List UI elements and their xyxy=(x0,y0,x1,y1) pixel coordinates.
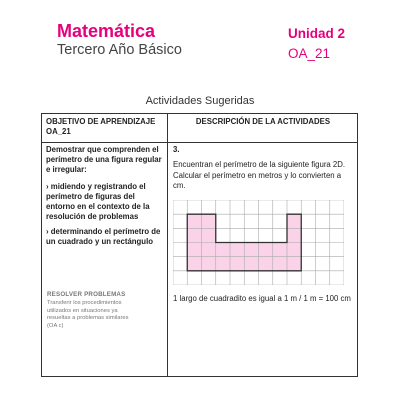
header-subtitle: Tercero Año Básico xyxy=(57,42,182,58)
activity-number: 3. xyxy=(173,145,180,154)
resolver-line: utilizados en situaciones ya xyxy=(47,307,118,314)
activities-table xyxy=(41,113,358,377)
activity-line: Encuentran el perímetro de la siguiente figura 2D. xyxy=(173,160,346,169)
head-description: DESCRIPCIÓN DE LA ACTIVIDADES xyxy=(195,117,331,126)
activity-line: Calcular el perímetro en metros y lo convierten a xyxy=(173,170,342,180)
section-title: Actividades Sugeridas xyxy=(145,95,255,107)
objective-line: perímetro de una figura regular xyxy=(46,155,162,164)
activity-line: cm. xyxy=(173,181,186,190)
header-divider xyxy=(42,142,357,143)
column-divider xyxy=(167,114,168,376)
header-unit: Unidad 2 xyxy=(288,26,346,41)
objective-bullet-square xyxy=(46,227,164,247)
bullet-line: › midiendo y registrando el xyxy=(46,182,146,191)
resolver-title: RESOLVER PROBLEMAS xyxy=(47,291,126,298)
bullet-line: perímetro de figuras del xyxy=(46,192,135,201)
perimeter-grid-figure xyxy=(173,200,344,285)
bullet-line: resolución de problemas xyxy=(46,212,139,221)
bullet-line: un cuadrado y un rectángulo xyxy=(46,237,154,246)
objective-bullet-measure xyxy=(46,182,164,222)
head-objective-code: OA_21 xyxy=(46,127,71,136)
unit-footnote: 1 largo de cuadradito es igual a 1 m / 1 m = 100 cm xyxy=(173,294,351,303)
bullet-line: entorno en el contexto de la xyxy=(46,202,150,211)
resolver-line: resueltas a problemas similares xyxy=(47,315,129,322)
resolver-block xyxy=(47,291,162,330)
resolver-line: (OA c) xyxy=(47,322,64,329)
head-objective-line: OBJETIVO DE APRENDIZAJE xyxy=(46,117,156,126)
objective-text xyxy=(46,145,164,175)
activity-paragraph xyxy=(173,160,355,192)
header-title: Matemática xyxy=(57,21,156,41)
resolver-line: Transferir los procedimientos xyxy=(47,300,122,306)
resolver-text xyxy=(47,300,162,330)
objective-line: e irregular: xyxy=(46,165,87,174)
head-objective xyxy=(46,117,164,137)
header-code: OA_21 xyxy=(288,46,331,61)
objective-line: Demostrar que comprenden el xyxy=(46,145,159,154)
bullet-line: › determinando el perímetro de xyxy=(46,227,161,236)
